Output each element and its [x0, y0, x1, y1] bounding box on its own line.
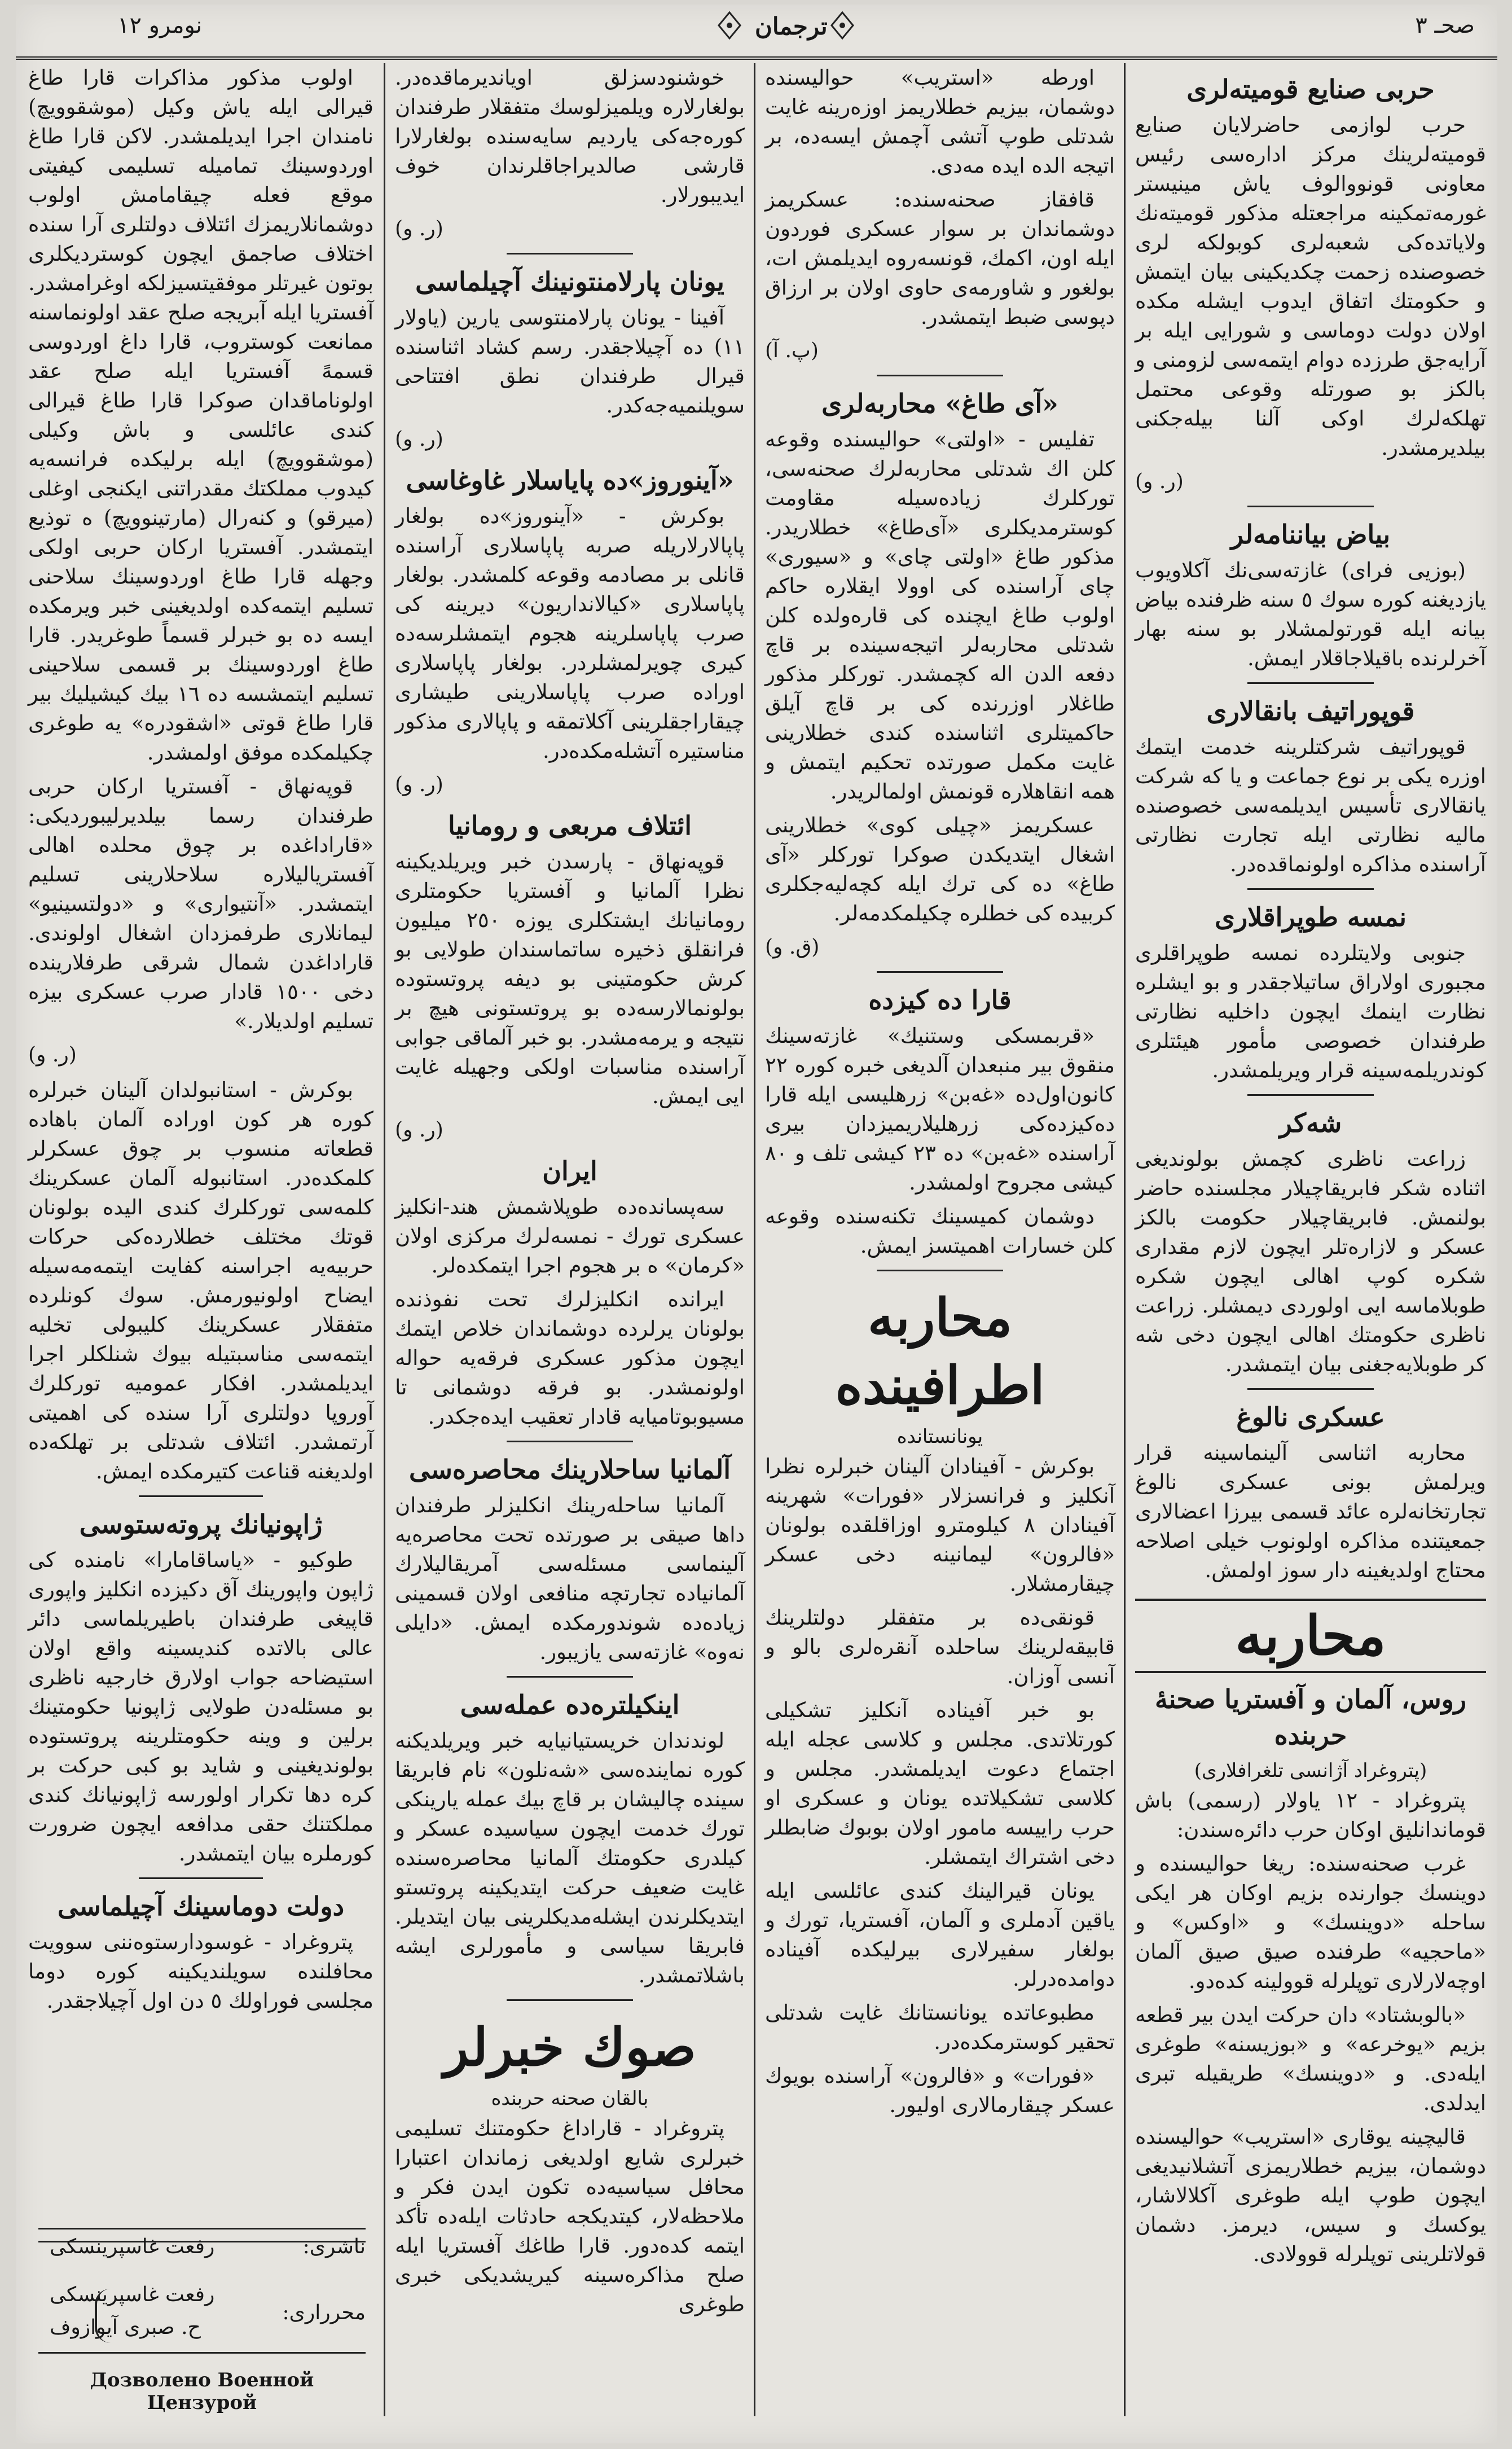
source-tag: (پ. آ)	[765, 339, 819, 362]
article-text: لوندندان خریستیانیایه خبر ویریلدیکنه کوره نماینده‌سی «شه‌نلون» نام فابریقا سینده چالیشان بر قاچ بیك عمله یارینکی تورك خدمت ایچون سیاسیده عسکر و کیلدری حکومتك آلمانیا محاصره‌سنده غایت ضعیف حرکت ایتدیکینه پروتستو ایتدیکلرندن ایشله‌مدیکلرینی بیان ایتدیلر. فابریقا سیاسی و مأمورلری ایشه باشلاتمشدر.	[395, 1728, 745, 1987]
editors-row	[38, 2279, 366, 2354]
newspaper-name: ترجمان	[755, 12, 828, 40]
source-tag: (ر. و)	[395, 1118, 443, 1142]
article-text: خوشنودسزلق اویاندیرماقده‌در. بولغارلاره ویلمیزلوسك متفقلار طرفندان کوره‌جه‌کی یاردیم سایه‌سنده بولغارلارا قارشی صالدیراجاقلرندان خوف ایدیبورلار.	[395, 65, 745, 207]
article-text: (بوزیی فرای) غازته‌سی‌نك آکلاویوب یازدیغنه کوره سوك ٥ سنه ظرفنده بیاض بیانه ایله قورتولمشلار بو سنه بهار آخرلرنده باقیلاجاقلار ایمش.	[1135, 558, 1486, 670]
article-text: ایرانده انکلیزلرك تحت نفوذنده بولونان یرلرده دوشماندان خلاص ایتمك ایچون مذکور عسکری فرقه‌یه حواله اولونمشدر. بو فرقه دوشمانی تا مسیوبوتامیایه قادار تعقیب ایده‌جکدر.	[395, 1287, 745, 1429]
column-rule	[1124, 63, 1126, 2416]
divider	[139, 1877, 263, 1879]
editors-label: محرراری:	[282, 2301, 366, 2324]
issue-number: نومرو ١٢	[117, 12, 203, 38]
source-tag: (ر. و)	[395, 428, 443, 451]
section-title: روس، آلمان و آفستریا صحنهٔ حربنده	[1154, 1684, 1467, 1750]
section-title: قوپوراتیف بانقالاری	[1206, 696, 1415, 726]
article-text: بوکرش - «آینوروز»ده بولغار پاپالارلاریله صربه پاپاسلاری آراسنده قانلی بر مصادمه وقوعه کلمشدر. بولغار پاپاسلاری «کیالانداریون» دیرینه کی صرب پاپاسلرینه هجوم ایتمشلرسه‌ده کیری چویرلمشلردر. بولغار پاپاسلاری اوراده صرب پاپاسلارینی طیشاری چیقاراجقلرینی آکلاتمقه و پاپالاری مذکور مناستیره آتشله‌مکده‌در.	[395, 504, 745, 763]
column-3	[387, 63, 753, 2405]
section-title: بیاض بیاننامه‌لر	[1230, 519, 1391, 550]
divider	[1247, 888, 1374, 890]
divider	[877, 375, 1003, 376]
article-text: مطبوعاتده یونانستانك غایت شدتلی تحقیر کوسترمکده‌در.	[765, 2000, 1115, 2054]
section-subtitle: یونانستانده	[896, 1425, 983, 1448]
divider	[1247, 1094, 1374, 1096]
section-title: دولت دوماسینك آچیلماسی	[57, 1891, 345, 1921]
article-text: زراعت ناظری کچمش بولوندیغی اثناده شکر فابریقاچیلار مجلسنده حاضر بولنمش. فابریقاچیلار حکومت بالکز عسکر و لازاره‌تلر ایچون لازم مقداری شکره کوپ اهالی ایچون شکره طوبلاماسه ایی اولوردی دیمشلر. زراعت ناظری حکومتك اهالی ایچون دخی شه کر طوبلایه‌جغنی بیان ایتمشدر.	[1135, 1147, 1486, 1376]
editor-name: رفعت غاسپرینسکی	[50, 2283, 215, 2306]
publisher-label: ناشری:	[302, 2235, 366, 2258]
section-headline: محاربه اطرافینده	[835, 1287, 1045, 1416]
article-text: غرب صحنه‌سنده: ریغا حوالیسنده و دوینسك جوارنده بزیم اوکان هر ایکی ساحله «دوینسك» و «اوکس» و «ماحجیه» طرفنده صیق صیق آلمان اوچه‌لارلاری توپلرله قوولینه کده‌دو.	[1135, 1851, 1486, 1993]
article-text: «قربمسکی وستنیك» غازته‌سینك منقوق بیر منبعدان آلدیغی خبره کوره ٢٢ کانون‌اول‌ده «غه‌بن» زرهلیسی ایله قارا ده‌کیزده‌کی زرهلیلاریمیزدان بیری آراسنده «غه‌بن» ده ٢٣ کیشی تلف و ٨٠ کیشی مجروح اولمشدر.	[765, 1024, 1115, 1195]
article-text: قوپوراتیف شرکتلرینه خدمت ایتمك اوزره یکی بر نوع جماعت و یا که شرکت یانقالاری تأسیس ایدیلمه‌سی خصوصنده مالیه نظارتی ایله تجارت نظارتی آراسنده مذاکره اولونماقده‌در.	[1135, 735, 1486, 876]
section-title: یونان پارلامنتونینك آچیلماسی	[415, 266, 724, 297]
article-text: قونقی‌ده بر متفقلر دولتلرینك قابیقه‌لرینك ساحلده آنقره‌لری بالو و آنسی آوزان.	[765, 1605, 1115, 1688]
article-text: بوکرش - آفینادان آلینان خبرلره نظرا آنکلیز و فرانسزلار «فورات» شهرینه آفینادان ٨ کیلومترو اوزاقلقده بولونان «فالرون» لیمانینه دخی عسکر چیقارمشلار.	[765, 1454, 1115, 1596]
source-tag: (ر. و)	[28, 1043, 77, 1066]
section-title: قارا ده کیزده	[868, 985, 1012, 1015]
ornament-left-icon	[715, 10, 744, 41]
section-title: «آی طاغ» محاربه‌لری	[821, 388, 1058, 419]
article-text: بوکرش - استانبولدان آلینان خبرلره کوره هر کون اوراده آلمان باهاده قطعاته منسوب بر چوق عسکرلر کلمکده‌در. استانبوله آلمان عسکرینك کلمه‌سی تورکلرك کندی الیده بولونان قوتك مختلف خطلارده‌کی حرکات حربیه‌یه اجراسنه کفایت ایتمه‌مه‌سیله ایضاح اولونیورمش. سوك کونلرده متفقلار عسکرینك کلیبولی تخلیه ایتمه‌سی مناسبتیله بیوك شنلکلر اجرا ایدیلمشدر. افکار عمومیه تورکلرك آوروپا دولتلری آرا سنده کی اهمیتی آرتمشدر. ائتلاف شدتلی بر تهلکه‌ده اولدیغنه قناعت کتیرمکده ایمش.	[28, 1078, 373, 1484]
article-text: محاربه اثناسی آلینماسینه قرار ویرلمش بونی عسکری نالوغ تجارتخانه‌لره عائد قسمی بیرزا اعضالاری جمعیتنده مذاکره اولونوب خیلی اصلاحه محتاج اولدیغینه دار سوز اولمش.	[1135, 1441, 1486, 1582]
section-title: عسکری نالوغ	[1236, 1402, 1385, 1432]
newspaper-page	[16, 5, 1497, 2443]
war-headline: محاربه	[1135, 1599, 1486, 1673]
column-2	[757, 63, 1123, 2405]
divider	[507, 1999, 632, 2001]
section-title: حربی صنایع قومیته‌لری	[1186, 74, 1435, 104]
publisher-row	[38, 2228, 366, 2258]
source-tag: (ر. و)	[395, 217, 443, 240]
section-title: اینکیلتره‌ده عمله‌سی	[460, 1689, 680, 1720]
article-text: پتروغراد - غوسودارستوه‌ننی سوویت محافلنده سویلندیکینه کوره دوما مجلسی فوراولك ٥ دن اول آچیلاجقدر.	[28, 1930, 373, 2013]
article-text: بو خبر آفیناده آنکلیز تشکیلی کورتلاتدی. مجلس و کلاسی عجله ایله اجتماع دعوت ایدیلمشدر. مجلس و کلاسی تشکیلاتده یونان و عسکری او حرب راییسه مامور اولان بوبوك ضابطلر دخی اشتراك ایتمشلر.	[765, 1698, 1115, 1869]
source-tag: (ق. و)	[765, 936, 820, 959]
editor-name: ح. صبری آیوازوف	[50, 2316, 201, 2339]
divider	[1247, 506, 1374, 507]
column-4	[20, 63, 381, 2207]
masthead	[16, 5, 1497, 60]
article-text: سه‌پسانده‌ده طوپلاشمش هند-انکلیز عسکری تورك - نمسه‌لرك مرکزی اولان «کرمان» ه بر هجوم اجرا ایتمکده‌لر.	[395, 1195, 745, 1278]
article-text: طوکیو - «یاساقامارا» نامنده کی ژاپون واپورینك آق دکیزده انکلیز واپوری قاپیغی طرفندان باطیریلماسی دائر عالی بالاتده کندیسینه واقع اولان استیضاحه جواب اولارق خارجیه ناظری بو مسئله‌دن طولایی ژاپونیا حکومتینك برلین و وینه حکومتلرینه پروتستوده بولوندیغینی و شاید بو کبی حرکت بر کره دها تکرار اولورسه ژاپونیانك کندی مملکتنك حقی مدافعه ایچون ضرورت کورملره بیان ایتمشدر.	[28, 1548, 373, 1866]
brace-mark	[95, 2289, 111, 2343]
divider	[139, 1495, 263, 1497]
article-text: قوپه‌نهاق - آفستریا ارکان حربی طرفندان رسما بیلدیرلیبوردیکی: «قاراداغده بر چوق محلده اهالی آفستریالیلاره سلاحلارینی تسلیم ایتمشدر. «آنتیواری» و «دولتسینیو» لیمانلاری طرفمزدان اشغال اولوندی. قاراداغدن شمال شرقی طرفلارینده دخی ١٥٠٠ قادار صرب عسکری بیزه تسلیم اولدیلار.»	[28, 774, 374, 1033]
column-rule	[384, 63, 385, 2416]
ornament-right-icon	[828, 10, 856, 41]
divider	[1247, 682, 1374, 684]
section-subtitle: (پتروغراد آژانسی تلغرافلاری)	[1194, 1759, 1427, 1782]
section-title: شه‌کر	[1279, 1108, 1342, 1138]
article-text: آلمانیا ساحله‌رینك انکلیزلر طرفندان داها صیقی بر صورتده تحت محاصره‌یه آلینماسی مسئله‌سی آمریقالیلارك آلمانیاده تجارتچه منافعی اولان قسمینی زیاده‌ده شوندورمکده ایمش. «دایلی نه‌وه» غازته‌سی یازیبور.	[395, 1493, 745, 1664]
divider	[507, 253, 632, 254]
section-title: «آینوروز»ده پایاسلار غاوغاسی	[406, 465, 734, 495]
column-rule	[754, 63, 755, 2416]
divider	[507, 1441, 632, 1442]
divider	[877, 971, 1003, 973]
article-text: «بالوبشتاد» دان حرکت ایدن بیر قطعه بزیم «یوخرعه» و «بوزیسنه» طوغری ایله‌دی. و «دوینسك» طریقیله تبری ایدلدی.	[1135, 2003, 1486, 2115]
section-title: نمسه طوپراقلاری	[1214, 902, 1407, 932]
page-number: صحـ ٣	[1415, 12, 1475, 38]
article-text: آفینا - یونان پارلامنتوسی یارین (یاولار ١١) ده آچیلاجقدر. رسم کشاد اثناسنده قیرال طرفندان نطق افتتاحی سویلنمیه‌جه‌کدر.	[395, 305, 745, 418]
imprint-box	[16, 2222, 377, 2425]
section-title: ایران	[542, 1156, 597, 1186]
section-subtitle: بالقان صحنه حربنده	[491, 2087, 649, 2110]
publisher-name: رفعت غاسپرینسکی	[50, 2235, 215, 2258]
section-title: ائتلاف مربعی و رومانیا	[448, 810, 692, 841]
divider	[877, 1270, 1003, 1271]
section-title: آلمانیا ساحلارینك محاصره‌سی	[408, 1454, 731, 1485]
article-text: «فورات» و «فالرون» آراسنده بویوك عسکر چیقارمالاری اولیور.	[765, 2064, 1115, 2117]
divider	[507, 1676, 632, 1678]
censor-approval: Дозволено Военной Цензурой	[90, 2369, 314, 2414]
divider	[1247, 1388, 1374, 1390]
source-tag: (ر. و)	[1135, 470, 1184, 493]
article-text: جنوبی ولایتلرده نمسه طوپراقلری مجبوری اولاراق ساتیلاجقدر و بو ایشلره نظارت اینمك ایچون داخلیه نظارتی طرفندان خصوصی مأمور هیئتلری کوندریلمه‌سینه قرار ویریلمشدر.	[1135, 941, 1486, 1082]
article-text: اولوب مذکور مذاکرات قارا طاغ قیرالی ایله یاش وکیل (موشقوویچ) نامندان اجرا ایدیلمشدر. لاکن قارا طاغ اوردوسینك تمامیله تسلیمی کیفیتی موقع فعله چیقامامش اولوب دوشمانلاریمزك ائتلاف دولتلری آرا سنده اختلاف صاجمق ایچون کوستردیکلری بوتون غیرتلر موفقیتسیزلکه اوغرامشدر. آفستریا ایله آبریجه صلح عقد اولونماسنه ممانعت کوستروب، قارا داغ اوردوسی قسمهً آفستریا ایله صلح عقد اولوناماقدان صوکرا قارا طاغ قیرالی کندی عائلسی و باش وکیلی (موشقوویچ) ایله برلیکده فرانسه‌یه کیدوب مملکتك مقدراتنی ایکنجی اوغلی (میرقو) و کنه‌رال (مارتینوویچ) ه توذیع ایتمشدر. آفستریا ارکان حربی اولکی وجهله قارا طاغ اوردوسینك سلاحنی تسلیم ایتمه‌کده اولدیغینی خبر ویرمکده ایسه ده بو خبرلر قسماً طوغریدر. قارا طاغ اوردوسینك بر قسمی سلاحینی تسلیم ایتمشسه ده ١٦ بیك کیشیلیك بیر قارا طاغ قوتی «اشقودره» یه طوغری چکیلمکده موفق اولمشدر.	[28, 65, 373, 765]
article-text: اورطه «استریب» حوالیسنده دوشمان، بیزیم خطلاریمز اوزه‌رینه غایت شدتلی طوپ آتشی آچمش ایسه‌ده، بر اتیجه الده ایده مه‌دی.	[765, 65, 1115, 178]
article-text: یونان قیرالینك کندی عائلسی ایله یاقین آدملری و آلمان، آفستریا، تورك و بولغار سفیرلاری بیرلیکده آفیناده دوامده‌درلر.	[765, 1879, 1115, 1991]
article-text: تفلیس - «اولتی» حوالیسنده وقوعه کلن اك شدتلی محاربه‌لرك صحنه‌سی، تورکلرك زیاده‌سیله مقاومت کوسترمدیکلری «آی‌طاغ» خطلاریدر. مذکور طاغ «اولتی چای» و «سیوری» چای آراسنده کی اوولا ایقلاره حاکم اولوب طاغ ایچنده کی قاره‌ولده کلن شدتلی محاربه‌لر اتیجه‌سینده بر قاچ دفعه الدن اله کچمشدر. تورکلر مذکور طاغلار اوزرنده کی بر قاچ آیلق حاکمیتلری اثناسنده کندی خطلارینی غایت مکمل صورتده تحکیم ایتمش و همه انقاهلاره قونمش اولمالریدر.	[765, 427, 1115, 804]
article-text: پتروغراد - ١٢ یاولار (رسمی) باش قوماندانلیق اوکان حرب دائره‌سندن:	[1135, 1788, 1486, 1842]
latest-news-headline: صوك خبرلر	[443, 2017, 696, 2078]
column-1	[1127, 63, 1494, 2405]
article-text: عسکریمز «چیلی کوی» خطلارینی اشغال ایتدیکدن صوکرا تورکلر «آی طاغ» ده کی ترك ایله کچه‌لیه‌جکلری کربیده کی خطلره چکیلمکدمه‌لر.	[765, 813, 1115, 925]
article-text: قافقاز صحنه‌سنده: عسکریمز دوشماندان بر سوار عسکری فوردون ایله اون، اکمك، قونسه‌روه ایدیلمش ات، بولغور و شاورمه‌ی حاوی اولان بر ارزاق دپوسی ضبط ایتمشدر.	[765, 187, 1115, 329]
article-text: قالیچینه یوقاری «استریب» حوالیسنده دوشمان، بیزیم خطلاریمزی آتشلانیدیغی ایچون طوپ ایله طوغری آکلالاشار، یوکسك و سیس، دیرمز. دشمان قولاتلرینی توپلرله قوولادی.	[1135, 2125, 1486, 2266]
article-text: حرب لوازمی حاضرلایان صنایع قومیته‌لرینك مرکز اداره‌سی رئیس معاونی قونووالوف یاش مینیستر غورمه‌تمکینه مراجعتله مذکور قومیته‌نك ولایاتده‌کی شعبه‌لری کوبولکه لری خصوصنده زحمت چکدیکینی بیان ایتمش و حکومتك اتفاق ایدوب ایشله مکده اولان دولت دوماسی و شورایی ایله بر آرایه‌جق طرزده دوام ایتمه‌سی لزومنی و بالکز بو صورتله وقوعی محتمل تهلکه‌لرك اوکی آلنا بیله‌جکنی بیلدیرمشدر.	[1135, 113, 1486, 460]
article-text: قوپه‌نهاق - پارسدن خبر ویریلدیکینه نظرا آلمانیا و آفستریا حکومتلری رومانیانك ایشتکلری یوزه ٢٥٠ میلیون فرانقلق ذخیره ساتماسندان طولایی بو کرش حکومتینی بو دیفه پروتستوده بولونمالارسه‌ده بو پروتستونی هیچ بر نتیجه و یرمه‌مشدر. بو خبر آلماقی جوابی آراسنده مناسبات اولکی وجهیله غایت ایی ایمش.	[395, 849, 745, 1108]
source-tag: (ر. و)	[395, 773, 443, 796]
section-title: ژاپونیانك پروته‌ستوسی	[79, 1509, 323, 1539]
article-text: پتروغراد - قاراداغ حکومتنك تسلیمی خبرلری شایع اولدیغی زماندان اعتبارا محافل سیاسیه‌ده تکون ایدن فکر و ملاحظه‌لار، کیتدیکجه حادثات ایله‌ده تأکد ایتمه کده‌دور. قارا طاغك آفستریا ایله صلح مذاکره‌سینه کیریشدیکی خبری طوغری	[395, 2116, 745, 2316]
article-text: دوشمان کمیسینك تکنه‌سنده وقوعه کلن خسارات اهمیتسز ایمش.	[765, 1204, 1115, 1258]
